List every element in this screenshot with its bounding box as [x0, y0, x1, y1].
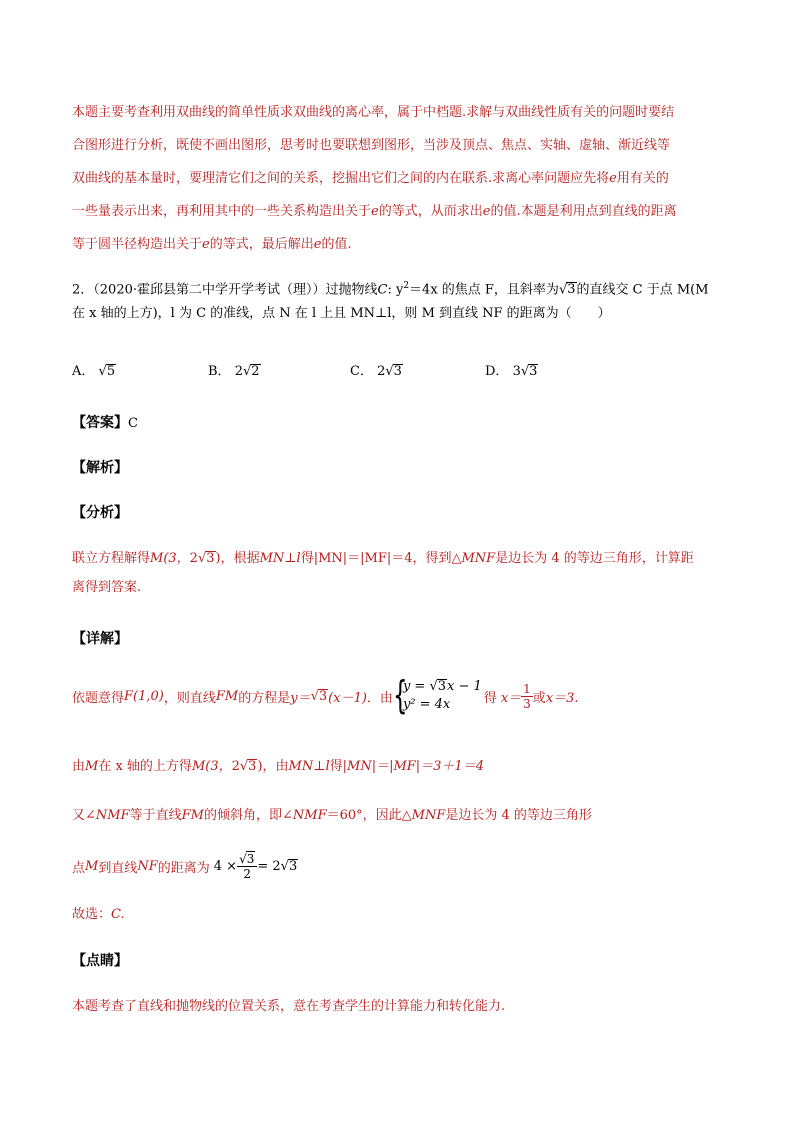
intro-line-5: 等于圆半径构造出关于e的等式，最后解出e的值.: [72, 237, 352, 252]
equation-system: { y = √3x − 1 y² = 4x: [392, 673, 482, 717]
intro-line-2: 合图形进行分析，既使不画出图形，思考时也要联想到图形，当涉及顶点、焦点、实轴、虚轴、渐近线等: [72, 138, 671, 153]
question-stem: [72, 272, 732, 328]
fenxi-line-2: 离得到答案.: [72, 580, 142, 595]
question-line-1: 2．（2020·霍邱县第二中学开学考试（理））过抛物线C: $y^2=4x$ 的焦点 F，且斜率为√3的直线交 C 于点 M(M: [72, 281, 709, 298]
detail-line-1: 依题意得 F(1,0) ，则直线 FM 的方程是 y＝ √ 3 (x－1) ．由 { y = √3x − 1 y² = 4x 得 x＝ $\frac{1}{3}$ 或 x＝3.: [72, 673, 579, 717]
question-line-2: 在 x 轴的上方)，l 为 C 的准线，点 N 在 l 上且 MN⊥l，则 M 到直线 NF 的距离为（ ）: [72, 306, 611, 321]
dianjing-heading: 【点睛】: [72, 953, 128, 969]
fenxi-heading: 【分析】: [72, 505, 128, 521]
intro-line-3: 双曲线的基本量时，要理清它们之间的关系，挖掘出它们之间的内在联系.求离心率问题应先将e用有关的: [72, 171, 669, 186]
intro-line-1: 本题主要考查利用双曲线的简单性质求双曲线的离心率，属于中档题.求解与双曲线性质有关的问题时要结: [72, 105, 675, 120]
dianjing-text: 本题考查了直线和抛物线的位置关系，意在考查学生的计算能力和转化能力.: [72, 999, 506, 1014]
intro-line-4: 一些量表示出来，再利用其中的一些关系构造出关于e的等式，从而求出e的值.本题是利用点到直线的距离: [72, 204, 677, 219]
option-b[interactable]: B． 2√2: [208, 364, 260, 379]
intro-paragraph: [72, 96, 732, 261]
fenxi-paragraph: [72, 548, 732, 599]
answer-line: 【答案】C: [72, 415, 138, 431]
detail-line-4: 点 M 到直线 NF 的距离为 4 × $\frac{√3}{2}$ = 2 √ 3: [72, 852, 298, 881]
option-a[interactable]: A． √5: [72, 364, 116, 379]
fenxi-line-1: 联立方程解得M(3，2√3)，根据MN⊥l得|MN|＝|MF|＝4，得到△MNF是边长为 4 的等边三角形，计算距: [72, 551, 694, 566]
option-c[interactable]: C． 2√3: [350, 364, 402, 379]
detail-line-5: 故选：C.: [72, 907, 125, 922]
detail-line-2: 由M在 x 轴的上方得M(3，2√3)，由MN⊥l得|MN|＝|MF|＝3＋1＝4: [72, 759, 484, 774]
option-d[interactable]: D． 3√3: [485, 364, 538, 379]
analysis-heading: 【解析】: [72, 460, 128, 476]
detail-line-3: 又∠NMF等于直线FM的倾斜角，即∠NMF＝60°，因此△MNF是边长为 4 的等边三角形: [72, 808, 592, 823]
detail-heading: 【详解】: [72, 631, 128, 647]
